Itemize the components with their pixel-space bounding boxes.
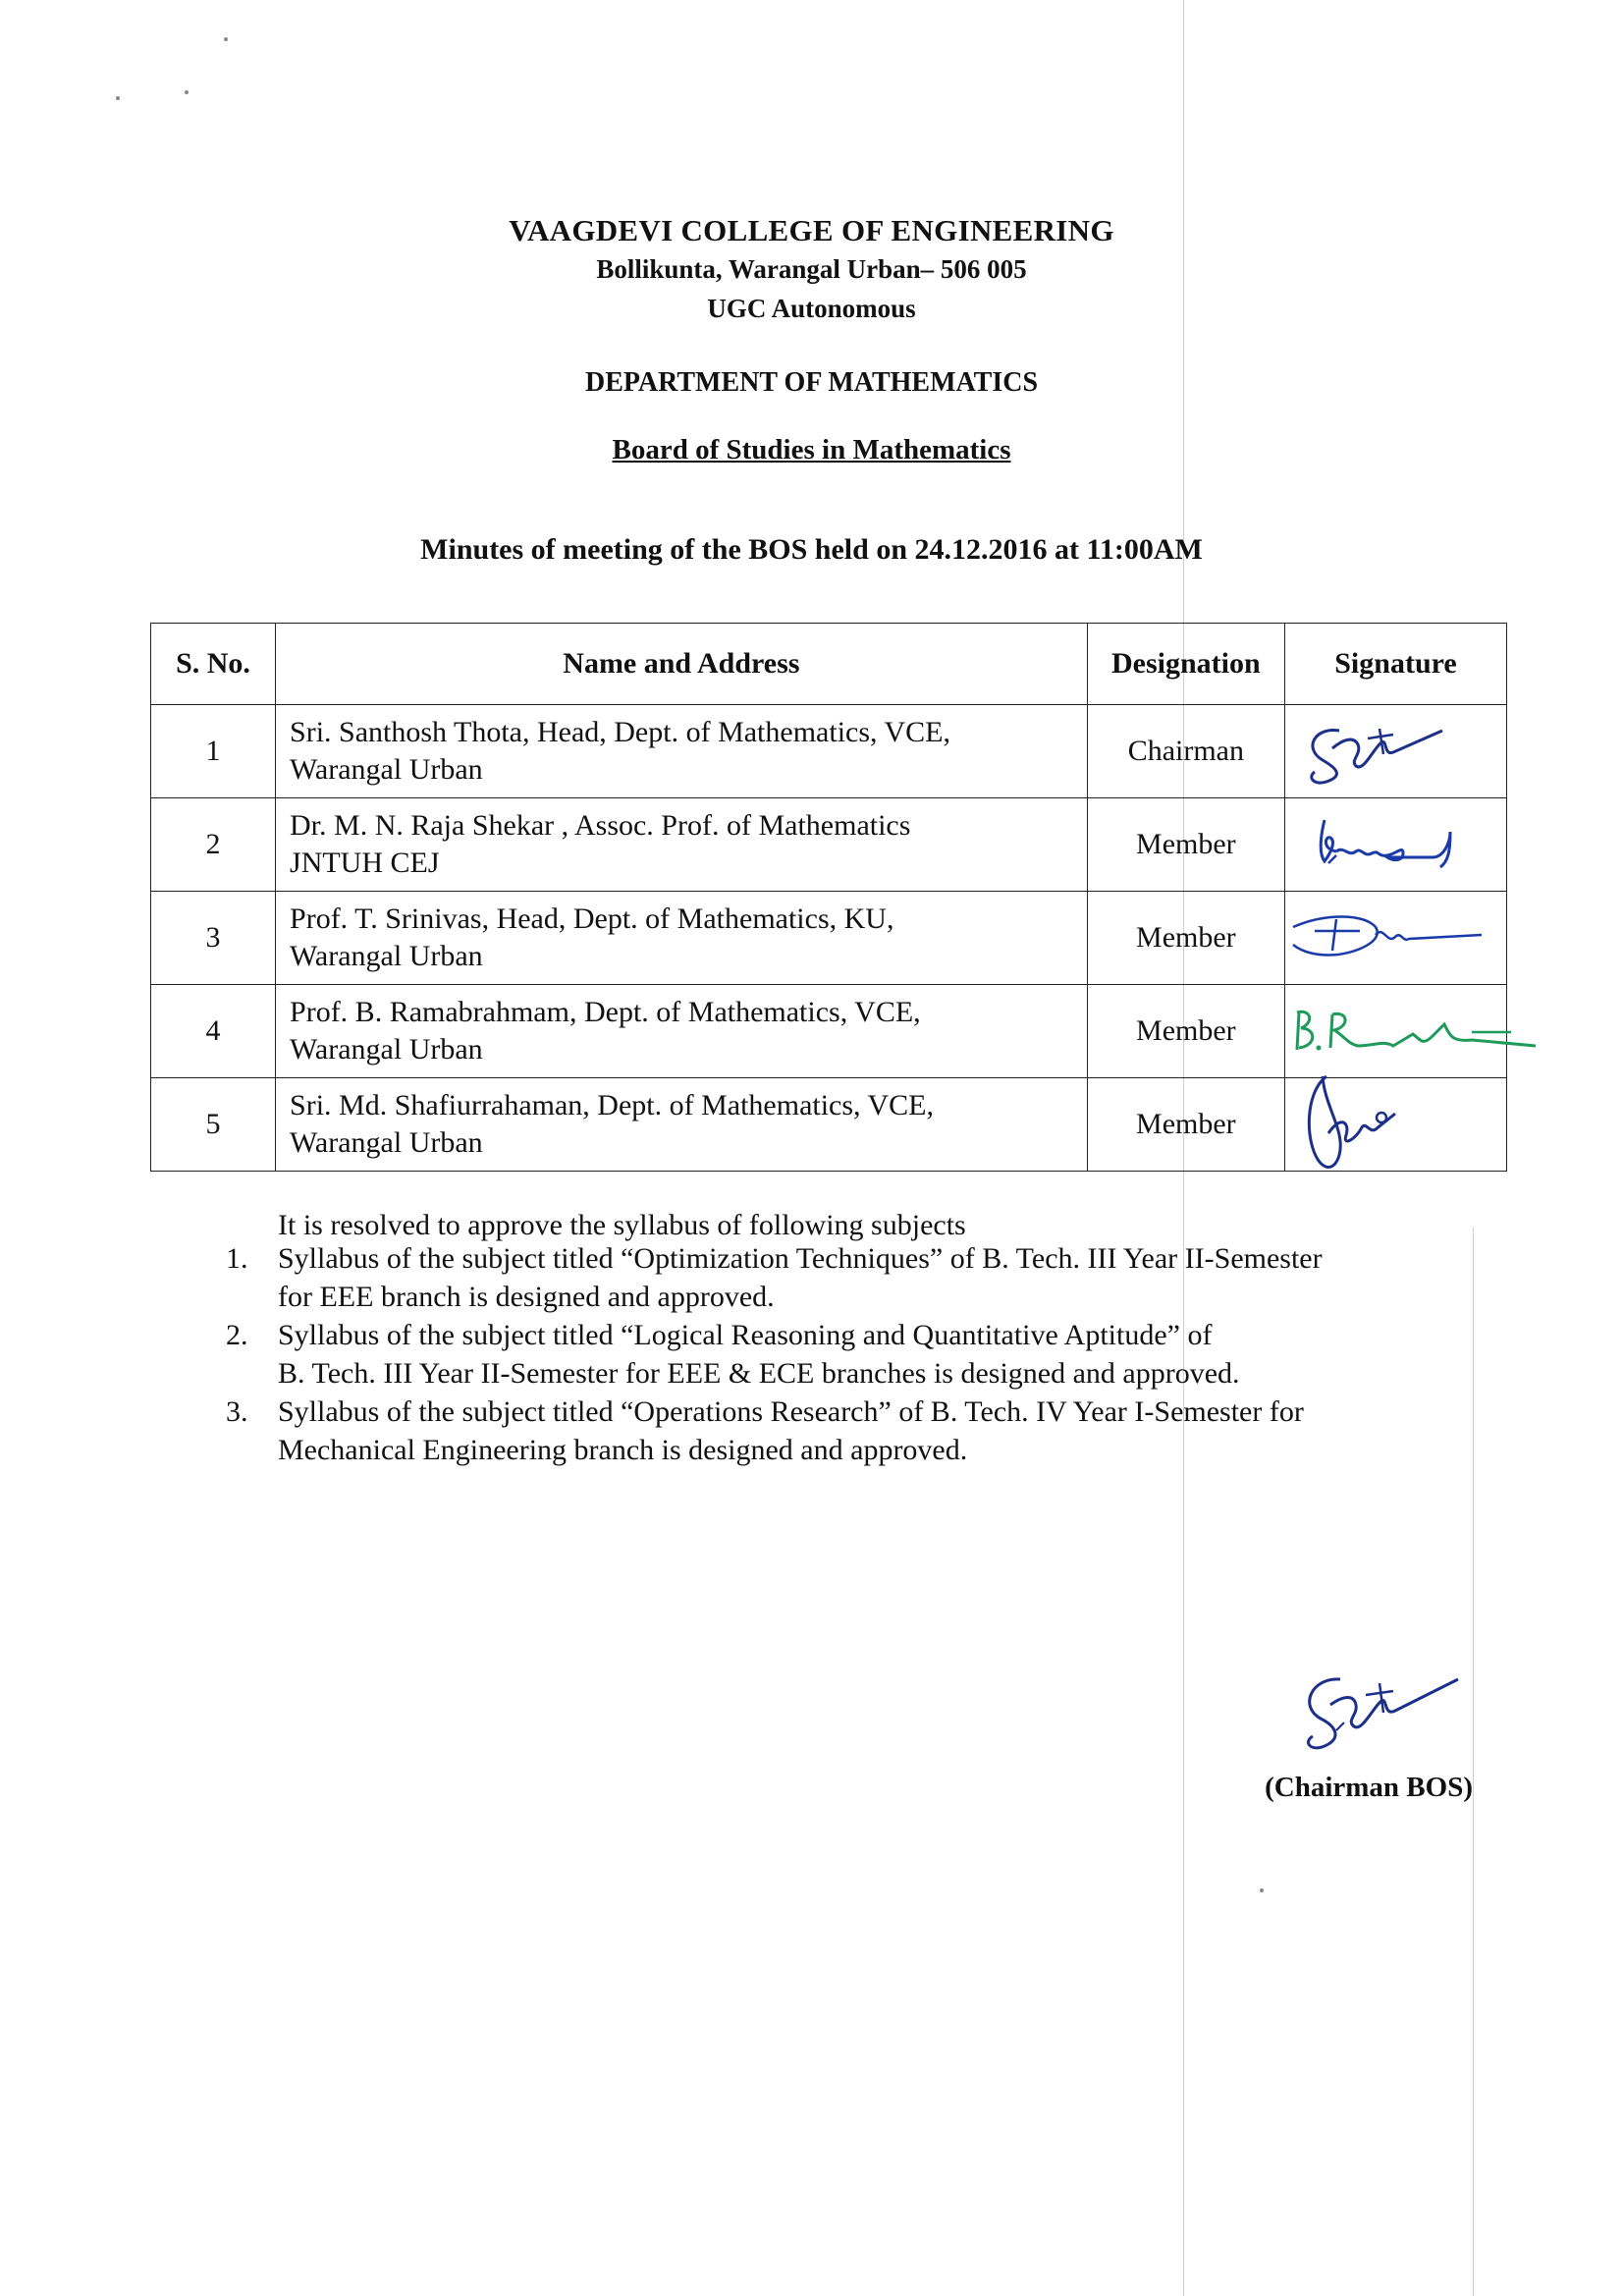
row-sno: 2: [151, 798, 276, 892]
row-name-line: Sri. Santhosh Thota, Head, Dept. of Mathematics, VCE,: [290, 716, 950, 748]
row-address-line: JNTUH CEJ: [290, 847, 440, 879]
list-item-number: 1.: [226, 1242, 248, 1275]
signature-mark: [1285, 709, 1506, 793]
scan-speck: [116, 96, 120, 100]
row-designation: Member: [1087, 1078, 1284, 1172]
scan-speck: [185, 90, 189, 94]
table-header-row: [151, 624, 1507, 705]
table-row: [151, 798, 1507, 892]
row-signature: [1284, 985, 1506, 1078]
minutes-title: Minutes of meeting of the BOS held on 24.12.2016 at 11:00AM: [420, 533, 1203, 566]
row-sno: 4: [151, 985, 276, 1078]
table-row: [151, 1078, 1507, 1172]
list-item: [221, 1316, 1488, 1393]
signature-mark: [1285, 802, 1506, 887]
row-name-line: Prof. B. Ramabrahmam, Dept. of Mathematics, VCE,: [290, 996, 921, 1028]
list-item-line: Syllabus of the subject titled “Operations Research” of B. Tech. IV Year I-Semester for: [278, 1395, 1304, 1428]
signature-mark: [1285, 1082, 1506, 1167]
column-header-name: Name and Address: [276, 624, 1088, 705]
closing-signature-block: [1217, 1669, 1512, 1827]
row-name-line: Sri. Md. Shafiurrahaman, Dept. of Mathematics, VCE,: [290, 1089, 935, 1121]
resolution-intro: It is resolved to approve the syllabus of following subjects: [278, 1209, 966, 1241]
signature-mark: [1285, 896, 1506, 980]
row-designation: Member: [1087, 892, 1284, 985]
letterhead: [0, 211, 1623, 570]
list-item-line: Syllabus of the subject titled “Logical Reasoning and Quantitative Aptitude” of: [278, 1319, 1213, 1351]
row-address-line: Warangal Urban: [290, 753, 483, 786]
list-item-line: Syllabus of the subject titled “Optimization Techniques” of B. Tech. III Year II-Semester: [278, 1242, 1323, 1275]
college-address: Bollikunta, Warangal Urban– 506 005: [596, 254, 1027, 284]
table-row: [151, 705, 1507, 798]
resolution-list: [221, 1239, 1488, 1469]
list-item: [221, 1239, 1488, 1316]
list-item-number: 3.: [226, 1395, 248, 1428]
signature-mark: [1285, 989, 1506, 1073]
row-address-line: Warangal Urban: [290, 940, 483, 972]
board-title: Board of Studies in Mathematics: [612, 434, 1011, 465]
members-table: [150, 623, 1507, 1172]
column-header-signature: Signature: [1284, 624, 1506, 705]
row-signature: [1284, 1078, 1506, 1172]
row-address-line: Warangal Urban: [290, 1033, 483, 1066]
chairman-signature: [1291, 1669, 1488, 1768]
department-title: DEPARTMENT OF MATHEMATICS: [584, 367, 1039, 398]
scan-speck: [1260, 1888, 1264, 1892]
row-designation: Member: [1087, 985, 1284, 1078]
row-address-line: Warangal Urban: [290, 1126, 483, 1159]
row-signature: [1284, 892, 1506, 985]
row-sno: 1: [151, 705, 276, 798]
list-item-line: Mechanical Engineering branch is designed and approved.: [278, 1434, 968, 1466]
row-name-address: [276, 985, 1088, 1078]
row-designation: Member: [1087, 798, 1284, 892]
scan-speck: [224, 37, 228, 41]
row-name-address: [276, 705, 1088, 798]
row-designation: Chairman: [1087, 705, 1284, 798]
list-item-line: B. Tech. III Year II-Semester for EEE & ECE branches is designed and approved.: [278, 1357, 1240, 1390]
list-item-number: 2.: [226, 1319, 248, 1351]
row-sno: 5: [151, 1078, 276, 1172]
column-header-designation: Designation: [1087, 624, 1284, 705]
column-header-sno: S. No.: [151, 624, 276, 705]
list-item-line: for EEE branch is designed and approved.: [278, 1281, 775, 1313]
row-name-line: Dr. M. N. Raja Shekar , Assoc. Prof. of Mathematics: [290, 809, 911, 842]
row-name-address: [276, 798, 1088, 892]
college-name: VAAGDEVI COLLEGE OF ENGINEERING: [509, 213, 1114, 247]
row-signature: [1284, 705, 1506, 798]
table-row: [151, 985, 1507, 1078]
row-name-address: [276, 892, 1088, 985]
row-name-address: [276, 1078, 1088, 1172]
row-name-line: Prof. T. Srinivas, Head, Dept. of Mathematics, KU,: [290, 902, 894, 935]
row-signature: [1284, 798, 1506, 892]
row-sno: 3: [151, 892, 276, 985]
table-row: [151, 892, 1507, 985]
chairman-label: (Chairman BOS): [1265, 1772, 1473, 1803]
list-item: [221, 1393, 1488, 1469]
college-status: UGC Autonomous: [707, 294, 916, 323]
